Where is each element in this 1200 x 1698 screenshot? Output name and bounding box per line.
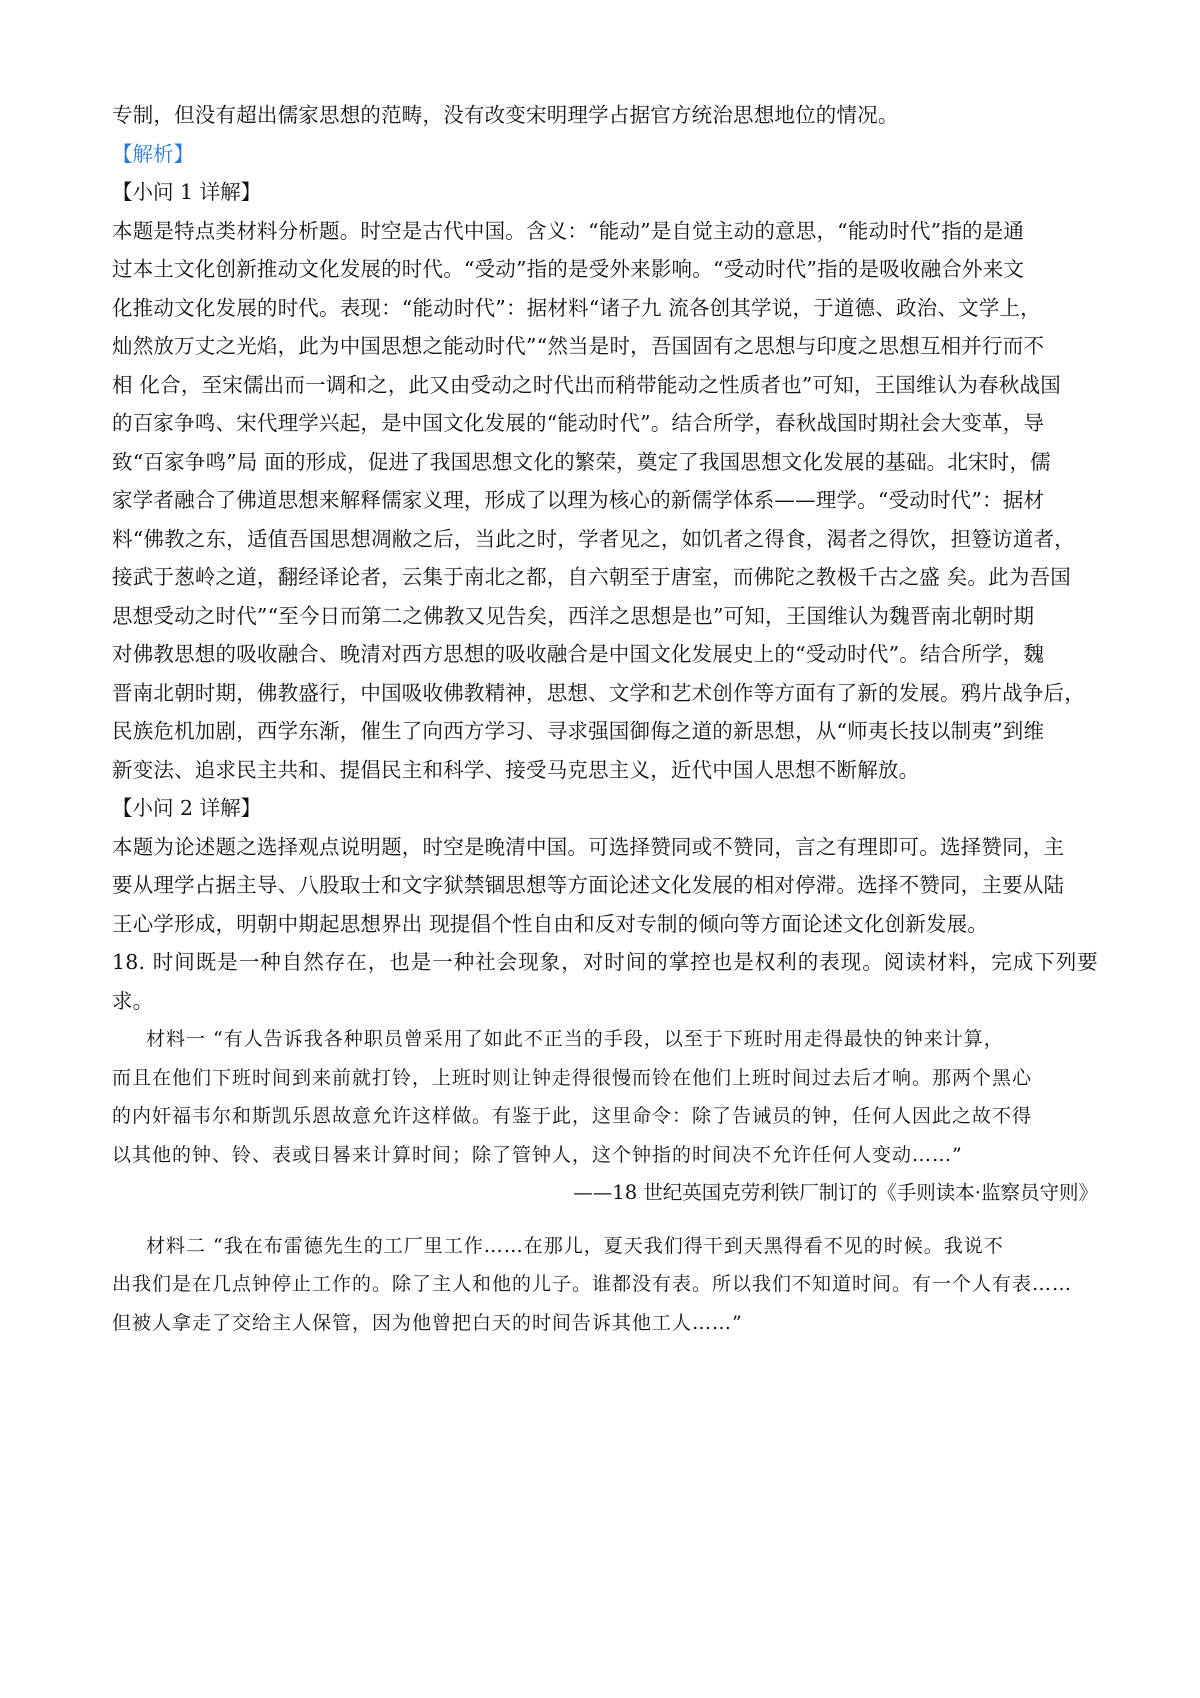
q2-body (112, 828, 1098, 944)
q2-line: 王心学形成，明朝中期起思想界出 现提倡个性自由和反对专制的倾向等方面论述文化创新发展。 (112, 911, 989, 936)
q1-line: 晋南北朝时期，佛教盛行，中国吸收佛教精神，思想、文学和艺术创作等方面有了新的发展。鸦片战争后， (112, 680, 1085, 705)
q2-label: 【小问 2 详解】 (112, 796, 262, 820)
question-18: 18. 时间既是一种自然存在，也是一种社会现象，对时间的掌控也是权利的表现。阅读材料，完成下列要求。 (112, 950, 1098, 1013)
material-one-source: ——18 世纪英国克劳利铁厂制订的《手则读本·监察员守则》 (573, 1181, 1098, 1204)
analysis-label: 【解析】 (112, 141, 194, 166)
q1-label: 【小问 1 详解】 (112, 180, 262, 204)
q1-line: 相 化合，至宋儒出而一调和之，此又由受动之时代出而稍带能动之性质者也”可知，王国维认为春秋战国 (112, 372, 1061, 397)
material-two-line: 材料二 “我在布雷德先生的工厂里工作……在那儿，夏天我们得干到天黑得看不见的时候。我说不 (146, 1234, 1004, 1257)
q1-line: 致“百家争鸣”局 面的形成，促进了我国思想文化的繁荣，奠定了我国思想文化发展的基础。北宋时，儒 (112, 449, 1051, 474)
q1-line: 家学者融合了佛道思想来解释儒家义理，形成了以理为核心的新儒学体系——理学。“受动时代”：据材 (112, 488, 1045, 512)
material-two-line: 但被人拿走了交给主人保管，因为他曾把白天的时间告诉其他工人……” (112, 1311, 743, 1334)
material-one-line: 以其他的钟、铃、表或日晷来计算时间；除了管钟人，这个钟指的时间决不允许任何人变动……” (112, 1143, 963, 1166)
q2-line: 要从理学占据主导、八股取士和文字狱禁锢思想等方面论述文化发展的相对停滞。选择不赞同，主要从陆 (112, 873, 1065, 897)
q1-line: 的百家争鸣、宋代理学兴起，是中国文化发展的“能动时代”。结合所学，春秋战国时期社会大变革，导 (112, 411, 1045, 435)
material-two (112, 1227, 1098, 1343)
material-one-line: 材料一 “有人告诉我各种职员曾采用了如此不正当的手段，以至于下班时用走得最快的钟来计算， (146, 1028, 1004, 1050)
q1-line: 思想受动之时代”“至今日而第二之佛教又见告矣，西洋之思想是也”可知，王国维认为魏晋南北朝时期 (112, 603, 1035, 628)
q2-line: 本题为论述题之选择观点说明题，时空是晚清中国。可选择赞同或不赞同，言之有理即可。选择赞同，主 (112, 834, 1065, 859)
q1-body (112, 212, 1098, 790)
q1-line: 化推动文化发展的时代。表现：“能动时代”：据材料“诸子九 流各创其学说，于道德、政治、文学上， (112, 295, 1041, 320)
material-two-line: 出我们是在几点钟停止工作的。除了主人和他的儿子。谁都没有表。所以我们不知道时间。有一个人有表…… (112, 1273, 1073, 1295)
q1-line: 接武于葱岭之道，翻经译论者，云集于南北之都，自六朝至于唐室，而佛陀之教极千古之盛 矣。此为吾国 (112, 565, 1071, 589)
material-one-line: 的内奸福韦尔和斯凯乐恩故意允许这样做。有鉴于此，这里命令：除了告诫员的钟，任何人因此之故不得 (112, 1105, 1033, 1127)
top-line: 专制，但没有超出儒家思想的范畴，没有改变宋明理学占据官方统治思想地位的情况。 (112, 103, 899, 127)
q1-line: 料“佛教之东，适值吾国思想凋敝之后，当此之时，学者见之，如饥者之得食，渴者之得饮，担簦访道者， (112, 526, 1075, 551)
document-content (112, 96, 1098, 1342)
q1-line: 本题是特点类材料分析题。时空是古代中国。含义：“能动”是自觉主动的意思，“能动时代”指的是通 (112, 218, 1025, 243)
material-one-line: 而且在他们下班时间到来前就打铃，上班时则让钟走得很慢而铃在他们上班时间过去后才响。那两个黑心 (112, 1066, 1033, 1089)
q1-line: 对佛教思想的吸收融合、晚清对西方思想的吸收融合是中国文化发展史上的“受动时代”。结合所学，魏 (112, 642, 1045, 666)
q1-line: 灿然放万丈之光焰，此为中国思想之能动时代”“然当是时，吾国固有之思想与印度之思想互相并行而不 (112, 334, 1045, 358)
material-one (112, 1020, 1098, 1174)
q1-line: 新变法、追求民主共和、提倡民主和科学、接受马克思主义，近代中国人思想不断解放。 (112, 757, 920, 782)
q1-line: 民族危机加剧，西学东渐，催生了向西方学习、寻求强国御侮之道的新思想，从“师夷长技以制夷”到维 (112, 719, 1045, 743)
spacer (112, 1213, 1098, 1227)
q1-line: 过本土文化创新推动文化发展的时代。“受动”指的是受外来影响。“受动时代”指的是吸收融合外来文 (112, 257, 1025, 281)
